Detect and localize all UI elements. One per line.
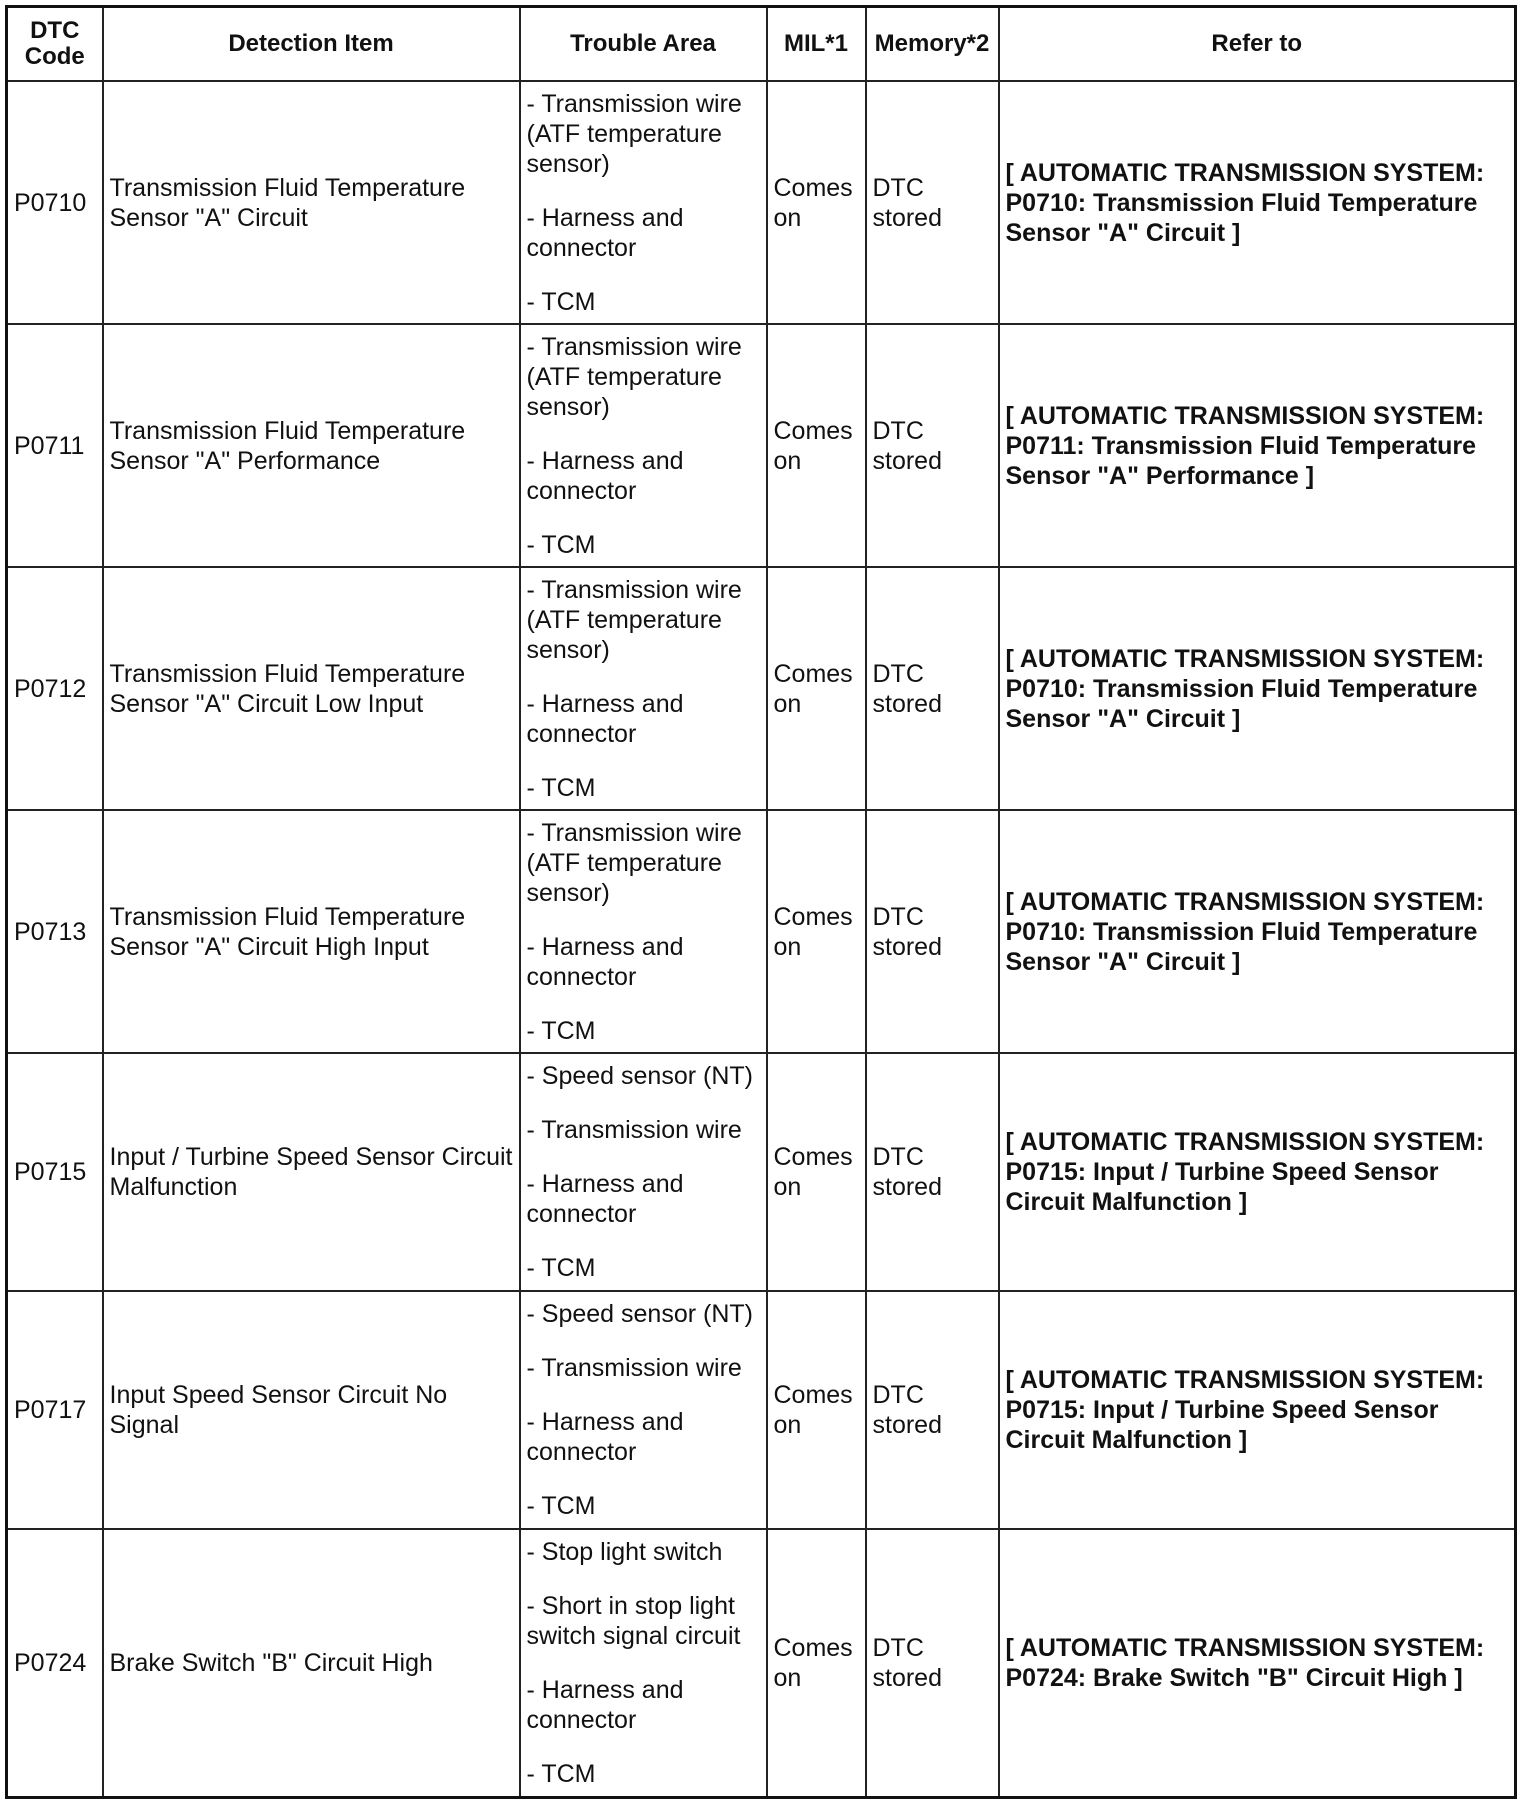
- header-row: [7, 7, 1516, 82]
- memory-cell: DTC stored: [866, 567, 999, 810]
- trouble-area-cell: [520, 810, 767, 1053]
- trouble-area-item: - Speed sensor (NT): [526, 1300, 753, 1328]
- trouble-area-list: [527, 1537, 760, 1789]
- trouble-area-item: - Transmission wire (ATF temperature sensor): [526, 332, 742, 421]
- trouble-area-list: [527, 1061, 760, 1283]
- trouble-area-item: - Harness and connector: [526, 1170, 684, 1228]
- header-memory: Memory*2: [866, 7, 999, 82]
- trouble-area-item: - TCM: [526, 1016, 596, 1045]
- table-row: [7, 567, 1516, 810]
- table-row: [7, 1529, 1516, 1798]
- memory-cell: DTC stored: [866, 1053, 999, 1291]
- header-mil: MIL*1: [767, 7, 866, 82]
- trouble-area-item: - TCM: [526, 773, 596, 802]
- dtc-code-cell: P0713: [7, 810, 103, 1053]
- dtc-code-cell: P0711: [7, 324, 103, 567]
- memory-cell: DTC stored: [866, 1291, 999, 1529]
- detection-item-cell: Brake Switch "B" Circuit High: [103, 1529, 520, 1798]
- table-row: [7, 810, 1516, 1053]
- trouble-area-item: - TCM: [526, 1492, 596, 1520]
- refer-to-cell: [ AUTOMATIC TRANSMISSION SYSTEM: P0724: Brake Switch "B" Circuit High ]: [999, 1529, 1516, 1798]
- refer-to-cell: [ AUTOMATIC TRANSMISSION SYSTEM: P0710: Transmission Fluid Temperature Sensor "A" Circuit ]: [999, 567, 1516, 810]
- trouble-area-item: - Transmission wire (ATF temperature sensor): [526, 818, 742, 907]
- refer-to-cell: [ AUTOMATIC TRANSMISSION SYSTEM: P0715: Input / Turbine Speed Sensor Circuit Malfunction ]: [999, 1291, 1516, 1529]
- detection-item-cell: Transmission Fluid Temperature Sensor "A" Circuit Low Input: [103, 567, 520, 810]
- refer-to-cell: [ AUTOMATIC TRANSMISSION SYSTEM: P0710: Transmission Fluid Temperature Sensor "A" Circuit ]: [999, 81, 1516, 324]
- trouble-area-item: - Stop light switch: [526, 1538, 723, 1566]
- trouble-area-cell: [520, 1053, 767, 1291]
- refer-to-cell: [ AUTOMATIC TRANSMISSION SYSTEM: P0711: Transmission Fluid Temperature Sensor "A" Performance ]: [999, 324, 1516, 567]
- trouble-area-item: - Speed sensor (NT): [526, 1062, 753, 1090]
- detection-item-cell: Transmission Fluid Temperature Sensor "A" Performance: [103, 324, 520, 567]
- dtc-code-cell: P0712: [7, 567, 103, 810]
- trouble-area-cell: [520, 567, 767, 810]
- trouble-area-item: - Transmission wire (ATF temperature sensor): [526, 575, 742, 664]
- dtc-code-cell: P0717: [7, 1291, 103, 1529]
- memory-cell: DTC stored: [866, 1529, 999, 1798]
- mil-cell: Comes on: [767, 81, 866, 324]
- mil-cell: Comes on: [767, 810, 866, 1053]
- memory-cell: DTC stored: [866, 81, 999, 324]
- refer-to-cell: [ AUTOMATIC TRANSMISSION SYSTEM: P0715: Input / Turbine Speed Sensor Circuit Malfunction ]: [999, 1053, 1516, 1291]
- trouble-area-cell: [520, 324, 767, 567]
- mil-cell: Comes on: [767, 1529, 866, 1798]
- table-row: [7, 81, 1516, 324]
- trouble-area-list: [527, 1299, 760, 1521]
- trouble-area-item: - Harness and connector: [526, 1676, 684, 1734]
- detection-item-cell: Input / Turbine Speed Sensor Circuit Malfunction: [103, 1053, 520, 1291]
- dtc-code-cell: P0715: [7, 1053, 103, 1291]
- header-refer-to: Refer to: [999, 7, 1516, 82]
- trouble-area-list: [527, 332, 760, 560]
- dtc-table: [5, 5, 1517, 1799]
- trouble-area-item: - Harness and connector: [526, 689, 684, 748]
- trouble-area-item: - Transmission wire (ATF temperature sensor): [526, 89, 742, 178]
- table-header: [7, 7, 1516, 82]
- detection-item-cell: Input Speed Sensor Circuit No Signal: [103, 1291, 520, 1529]
- detection-item-cell: Transmission Fluid Temperature Sensor "A" Circuit High Input: [103, 810, 520, 1053]
- trouble-area-item: - TCM: [526, 530, 596, 559]
- trouble-area-item: - Harness and connector: [526, 1408, 684, 1466]
- trouble-area-item: - Harness and connector: [526, 446, 684, 505]
- trouble-area-item: - TCM: [526, 1760, 596, 1788]
- mil-cell: Comes on: [767, 1053, 866, 1291]
- trouble-area-item: - TCM: [526, 287, 596, 316]
- memory-cell: DTC stored: [866, 324, 999, 567]
- trouble-area-list: [527, 575, 760, 803]
- trouble-area-item: - Harness and connector: [526, 932, 684, 991]
- detection-item-cell: Transmission Fluid Temperature Sensor "A" Circuit: [103, 81, 520, 324]
- trouble-area-cell: [520, 81, 767, 324]
- mil-cell: Comes on: [767, 1291, 866, 1529]
- table-row: [7, 1053, 1516, 1291]
- refer-to-cell: [ AUTOMATIC TRANSMISSION SYSTEM: P0710: Transmission Fluid Temperature Sensor "A" Circuit ]: [999, 810, 1516, 1053]
- mil-cell: Comes on: [767, 324, 866, 567]
- memory-cell: DTC stored: [866, 810, 999, 1053]
- header-detection-item: Detection Item: [103, 7, 520, 82]
- trouble-area-cell: [520, 1529, 767, 1798]
- table-row: [7, 1291, 1516, 1529]
- header-trouble-area: Trouble Area: [520, 7, 767, 82]
- table-body: [7, 81, 1516, 1798]
- trouble-area-item: - TCM: [526, 1254, 596, 1282]
- trouble-area-cell: [520, 1291, 767, 1529]
- trouble-area-item: - Transmission wire: [526, 1354, 742, 1382]
- trouble-area-list: [527, 818, 760, 1046]
- mil-cell: Comes on: [767, 567, 866, 810]
- trouble-area-item: - Transmission wire: [526, 1116, 742, 1144]
- trouble-area-item: - Short in stop light switch signal circuit: [526, 1592, 741, 1650]
- header-dtc-code: DTC Code: [7, 7, 103, 82]
- dtc-code-cell: P0710: [7, 81, 103, 324]
- dtc-code-cell: P0724: [7, 1529, 103, 1798]
- trouble-area-list: [527, 89, 760, 317]
- table-row: [7, 324, 1516, 567]
- trouble-area-item: - Harness and connector: [526, 203, 684, 262]
